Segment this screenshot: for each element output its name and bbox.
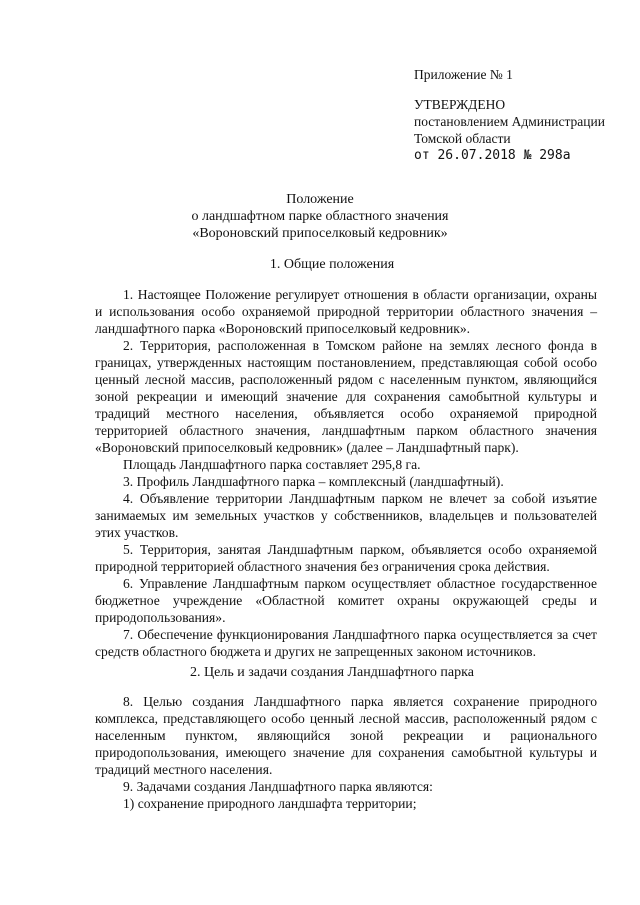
document-subtitle-1: о ландшафтном парке областного значения <box>191 209 449 224</box>
paragraph-3: 3. Профиль Ландшафтного парка – комплексный (ландшафтный). <box>123 474 504 489</box>
approved-label: УТВЕРЖДЕНО <box>414 97 506 112</box>
paragraph-6: 6. Управление Ландшафтным парком осуществляет областное государственное бюджетное учреждение «Областной комитет охраны окружающей среды и природопользования». <box>95 576 597 625</box>
document-title: Положение <box>286 192 354 207</box>
paragraph-2: 2. Территория, расположенная в Томском районе на землях лесного фонда в границах, утвержденных настоящим постановлением, представляющая собой особо ценный лесной массив, расположенный рядом с населенным пунктом, являющийся зоной рекреации и имеющий значение для сохранения самобытной культуры и традиций местного населения, объявляется особо охраняемой природной территорией областного значения, ландшафтным парком областного значения «Вороновский припоселковый кедровник» (далее – Ландшафтный парк). <box>95 338 597 455</box>
decree-date-number: от 26.07.2018 № 298а <box>414 148 571 163</box>
document-subtitle-2: «Вороновский припоселковый кедровник» <box>192 226 448 241</box>
section-2-heading: 2. Цель и задачи создания Ландшафтного парка <box>190 665 474 680</box>
paragraph-2-area: Площадь Ландшафтного парка составляет 295,8 га. <box>123 457 421 472</box>
paragraph-8: 8. Целью создания Ландшафтного парка является сохранение природного комплекса, представляющего особо ценный лесной массив, расположенный рядом с населенным пунктом, являющийся зоной рекреации и рационального природопользования, имеющего значение для сохранения самобытной культуры и традиций местного населения. <box>95 694 597 777</box>
paragraph-1: 1. Настоящее Положение регулирует отношения в области организации, охраны и использования особо охраняемой природной территории областного значения – ландшафтного парка «Вороновский припоселковый кедровник». <box>95 287 597 336</box>
paragraph-9: 9. Задачами создания Ландшафтного парка являются: <box>123 779 433 794</box>
paragraph-5: 5. Территория, занятая Ландшафтным парком, объявляется особо охраняемой природной территорией областного значения без ограничения срока действия. <box>95 542 597 574</box>
decree-line-1: постановлением Администрации <box>414 114 605 129</box>
decree-line-2: Томской области <box>414 131 511 146</box>
paragraph-7: 7. Обеспечение функционирования Ландшафтного парка осуществляется за счет средств областного бюджета и других не запрещенных законом источников. <box>95 627 597 659</box>
section-1-body <box>95 286 597 660</box>
section-1-heading: 1. Общие положения <box>269 257 395 272</box>
appendix-label: Приложение № 1 <box>414 67 513 82</box>
section-2-body <box>95 693 597 812</box>
paragraph-9-item-1: 1) сохранение природного ландшафта территории; <box>123 796 417 811</box>
paragraph-4: 4. Объявление территории Ландшафтным парком не влечет за собой изъятие занимаемых им земельных участков у собственников, владельцев и пользователей этих участков. <box>95 491 597 540</box>
